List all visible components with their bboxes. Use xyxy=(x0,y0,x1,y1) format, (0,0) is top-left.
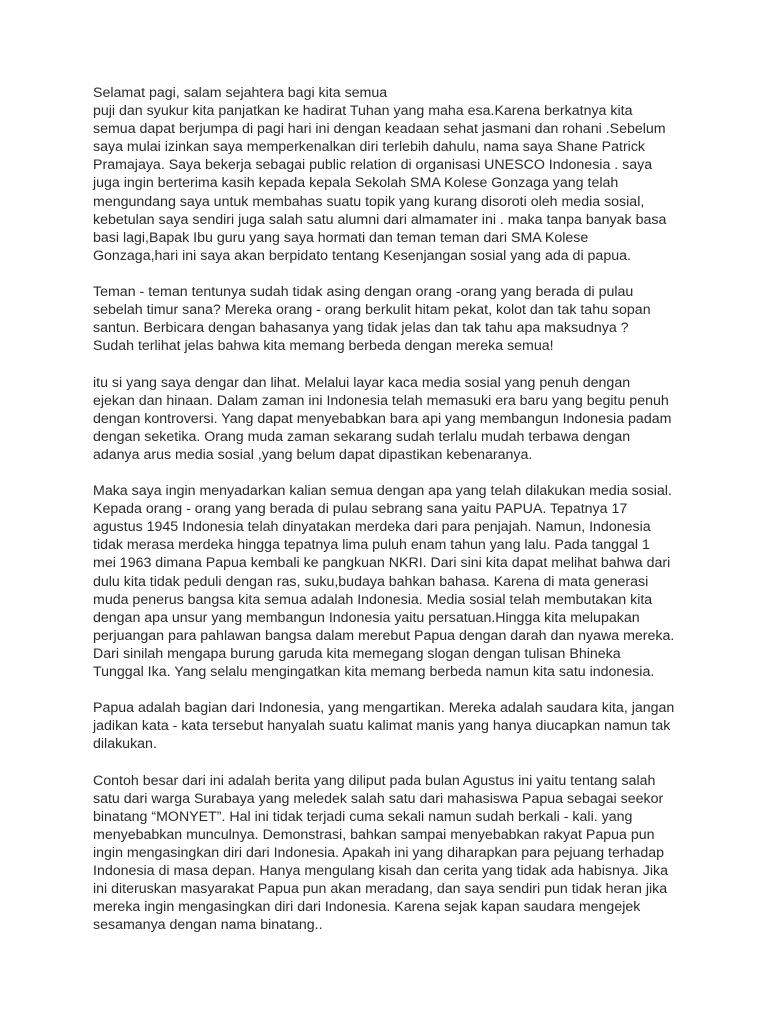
text-line: juga ingin berterima kasih kepada kepala Sekolah SMA Kolese Gonzaga yang telah xyxy=(93,175,619,192)
paragraph-2 xyxy=(93,283,693,355)
text-line: dulu kita tidak peduli dengan ras, suku,budaya bahkan bahasa. Karena di mata generasi xyxy=(93,573,649,590)
text-line: Contoh besar dari ini adalah berita yang diliput pada bulan Agustus ini yaitu tentang salah xyxy=(93,772,656,789)
text-line: puji dan syukur kita panjatkan ke hadirat Tuhan yang maha esa.Karena berkatnya kita xyxy=(93,103,633,120)
text-line: mereka ingin mengasingkan diri dari Indonesia. Karena sejak kapan saudara mengejek xyxy=(93,899,641,916)
text-line: perjuangan para pahlawan bangsa dalam merebut Papua dengan darah dan nyawa mereka. xyxy=(93,627,675,644)
text-line: kebetulan saya sendiri juga salah satu alumni dari almamater ini . maka tanpa banyak basa xyxy=(93,211,667,228)
paragraph-opening xyxy=(93,84,693,265)
text-line: basi lagi,Bapak Ibu guru yang saya hormati dan teman teman dari SMA Kolese xyxy=(93,229,589,246)
text-line: sesamanya dengan nama binatang.. xyxy=(93,917,323,934)
text-line: muda penerus bangsa kita semua adalah Indonesia. Media sosial telah membutakan kita xyxy=(93,591,653,608)
text-line: saya mulai izinkan saya memperkenalkan diri terlebih dahulu, nama saya Shane Patrick xyxy=(93,139,646,156)
text-line: dilakukan. xyxy=(93,736,157,753)
text-line: Sudah terlihat jelas bahwa kita memang berbeda dengan mereka semua! xyxy=(93,338,554,355)
text-line: menyebabkan munculnya. Demonstrasi, bahkan sampai menyebabkan rakyat Papua pun xyxy=(93,826,655,843)
text-line: itu si yang saya dengar dan lihat. Melalui layar kaca media sosial yang penuh dengan xyxy=(93,374,631,391)
text-line: Kepada orang - orang yang berada di pulau sebrang sana yaitu PAPUA. Tepatnya 17 xyxy=(93,501,628,518)
paragraph-6 xyxy=(93,772,693,935)
text-line: Pramajaya. Saya bekerja sebagai public relation di organisasi UNESCO Indonesia . saya xyxy=(93,157,653,174)
paragraph-5 xyxy=(93,699,693,753)
text-line: Papua adalah bagian dari Indonesia, yang mengartikan. Mereka adalah saudara kita, jangan xyxy=(93,700,675,717)
text-line: semua dapat berjumpa di pagi hari ini dengan keadaan sehat jasmani dan rohani .Sebelum xyxy=(93,121,666,138)
text-line: dengan apa unsur yang membangun Indonesia yaitu persatuan.Hingga kita melupakan xyxy=(93,609,640,626)
text-line: Gonzaga,hari ini saya akan berpidato tentang Kesenjangan sosial yang ada di papua. xyxy=(93,247,631,264)
text-line: Teman - teman tentunya sudah tidak asing dengan orang -orang yang berada di pulau xyxy=(93,284,634,301)
text-line: tidak merasa merdeka hingga tepatnya lima puluh enam tahun yang lalu. Pada tanggal 1 xyxy=(93,537,650,554)
text-line: santun. Berbicara dengan bahasanya yang tidak jelas dan tak tahu apa maksudnya ? xyxy=(93,320,629,337)
text-line: Dari sinilah mengapa burung garuda kita memegang slogan dengan tulisan Bhineka xyxy=(93,645,621,662)
text-line: Selamat pagi, salam sejahtera bagi kita semua xyxy=(93,85,388,101)
text-line: dengan kontroversi. Yang dapat menyebabkan bara api yang membangun Indonesia padam xyxy=(93,410,672,427)
text-line: Maka saya ingin menyadarkan kalian semua dengan apa yang telah dilakukan media sosial. xyxy=(93,483,672,500)
text-line: dengan seketika. Orang muda zaman sekarang sudah terlalu mudah terbawa dengan xyxy=(93,428,631,445)
text-line: ini diteruskan masyarakat Papua pun akan meradang, dan saya sendiri pun tidak heran jika xyxy=(93,881,668,898)
text-line: binatang “MONYET”. Hal ini tidak terjadi cuma sekali namun sudah berkali - kali. yang xyxy=(93,808,633,825)
paragraph-4 xyxy=(93,482,693,681)
text-line: jadikan kata - kata tersebut hanyalah suatu kalimat manis yang hanya diucapkan namun tak xyxy=(93,718,671,735)
text-line: mei 1963 dimana Papua kembali ke pangkuan NKRI. Dari sini kita dapat melihat bahwa dari xyxy=(93,555,671,572)
text-line: ejekan dan hinaan. Dalam zaman ini Indonesia telah memasuki era baru yang begitu penuh xyxy=(93,392,669,409)
paragraph-3 xyxy=(93,374,693,464)
document-body xyxy=(93,84,693,953)
text-line: sebelah timur sana? Mereka orang - orang berkulit hitam pekat, kolot dan tak tahu sopan xyxy=(93,302,651,319)
text-line: satu dari warga Surabaya yang meledek salah satu dari mahasiswa Papua sebagai seekor xyxy=(93,790,664,807)
text-line: mengundang saya untuk membahas suatu topik yang kurang disoroti oleh media sosial, xyxy=(93,193,645,210)
text-line: ingin mengasingkan diri dari Indonesia. Apakah ini yang diharapkan para pejuang terhadap xyxy=(93,844,665,861)
text-line: agustus 1945 Indonesia telah dinyatakan merdeka dari para penjajah. Namun, Indonesia xyxy=(93,519,651,536)
text-line: Indonesia di masa depan. Hanya mengulang kisah dan cerita yang tidak ada habisnya. Jika xyxy=(93,863,668,880)
text-line: adanya arus media sosial ,yang belum dapat dipastikan kebenaranya. xyxy=(93,446,533,463)
text-line: Tunggal Ika. Yang selalu mengingatkan kita memang berbeda namun kita satu indonesia. xyxy=(93,664,655,680)
